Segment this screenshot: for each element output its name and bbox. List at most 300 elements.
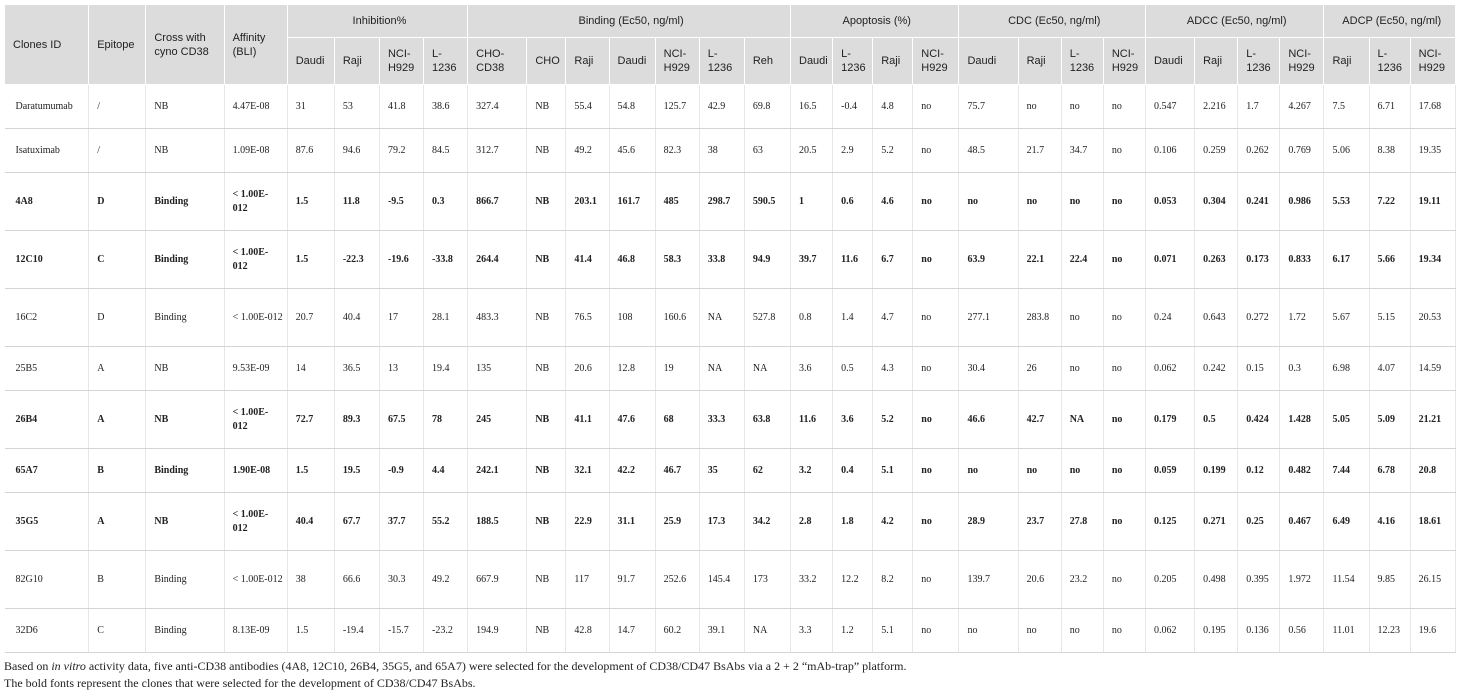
table-cell: Binding bbox=[146, 609, 224, 653]
table-cell: 19.6 bbox=[1410, 609, 1455, 653]
subcolumn-header: NCI-H929 bbox=[913, 38, 959, 85]
table-cell: 17 bbox=[379, 289, 423, 347]
table-cell: 23.2 bbox=[1061, 551, 1103, 609]
table-cell: 58.3 bbox=[655, 231, 699, 289]
table-cell: no bbox=[959, 609, 1018, 653]
table-cell: 252.6 bbox=[655, 551, 699, 609]
table-cell: no bbox=[1103, 129, 1145, 173]
table-cell: < 1.00E-012 bbox=[224, 173, 287, 231]
table-cell: 245 bbox=[468, 391, 527, 449]
table-row bbox=[5, 551, 1456, 609]
table-cell: 8.13E-09 bbox=[224, 609, 287, 653]
table-cell: 0.5 bbox=[1195, 391, 1238, 449]
table-cell: 38.6 bbox=[424, 85, 468, 129]
table-cell: 1.428 bbox=[1280, 391, 1324, 449]
table-row bbox=[5, 289, 1456, 347]
table-cell: 28.1 bbox=[424, 289, 468, 347]
table-cell: 54.8 bbox=[609, 85, 655, 129]
table-cell: 12.2 bbox=[833, 551, 873, 609]
table-cell: 4.4 bbox=[424, 449, 468, 493]
table-cell: 194.9 bbox=[468, 609, 527, 653]
table-cell: 1.90E-08 bbox=[224, 449, 287, 493]
subcolumn-header: Reh bbox=[744, 38, 790, 85]
header-row-groups bbox=[5, 5, 1456, 38]
table-cell: 41.4 bbox=[566, 231, 609, 289]
table-cell: 33.3 bbox=[699, 391, 744, 449]
table-cell: 12.23 bbox=[1369, 609, 1410, 653]
clone-id-cell: 4A8 bbox=[5, 173, 89, 231]
table-cell: 63.9 bbox=[959, 231, 1018, 289]
table-cell: 1.5 bbox=[287, 449, 334, 493]
table-cell: 40.4 bbox=[287, 493, 334, 551]
table-cell: -22.3 bbox=[334, 231, 379, 289]
table-cell: no bbox=[1061, 347, 1103, 391]
table-cell: no bbox=[913, 129, 959, 173]
subcolumn-header: NCI-H929 bbox=[1103, 38, 1145, 85]
table-cell: / bbox=[89, 129, 146, 173]
subcolumn-header: CHO bbox=[527, 38, 566, 85]
table-cell: -9.5 bbox=[379, 173, 423, 231]
table-cell: 11.6 bbox=[791, 391, 833, 449]
table-cell: no bbox=[1103, 449, 1145, 493]
table-cell: 4.8 bbox=[873, 85, 913, 129]
table-cell: 31 bbox=[287, 85, 334, 129]
table-cell: 1.972 bbox=[1280, 551, 1324, 609]
column-header-clone: Clones ID bbox=[5, 5, 89, 85]
table-cell: no bbox=[913, 391, 959, 449]
table-cell: 0.8 bbox=[791, 289, 833, 347]
table-cell: 75.7 bbox=[959, 85, 1018, 129]
table-cell: 0.6 bbox=[833, 173, 873, 231]
table-cell: 42.8 bbox=[566, 609, 609, 653]
table-cell: 34.2 bbox=[744, 493, 790, 551]
table-cell: 22.9 bbox=[566, 493, 609, 551]
table-cell: 485 bbox=[655, 173, 699, 231]
table-row bbox=[5, 347, 1456, 391]
footnote-1 bbox=[4, 658, 906, 675]
table-cell: 527.8 bbox=[744, 289, 790, 347]
table-cell: 0.5 bbox=[833, 347, 873, 391]
table-cell: NA bbox=[1061, 391, 1103, 449]
table-cell: 30.3 bbox=[379, 551, 423, 609]
table-cell: 26 bbox=[1018, 347, 1061, 391]
table-cell: 20.53 bbox=[1410, 289, 1455, 347]
table-cell: no bbox=[1018, 449, 1061, 493]
table-cell: < 1.00E-012 bbox=[224, 391, 287, 449]
table-cell: 0.56 bbox=[1280, 609, 1324, 653]
table-cell: 0.986 bbox=[1280, 173, 1324, 231]
group-header: CDC (Ec50, ng/ml) bbox=[959, 5, 1146, 38]
group-header: ADCP (Ec50, ng/ml) bbox=[1324, 5, 1456, 38]
table-body bbox=[5, 85, 1456, 653]
table-cell: 0.062 bbox=[1145, 609, 1194, 653]
clone-id-cell: 65A7 bbox=[5, 449, 89, 493]
table-cell: 2.216 bbox=[1195, 85, 1238, 129]
table-cell: 4.267 bbox=[1280, 85, 1324, 129]
table-cell: 5.66 bbox=[1369, 231, 1410, 289]
footnote-1-text-b: activity data, five anti-CD38 antibodies (4A8, 12C10, 26B4, 35G5, and 65A7) were selected for the development of CD38/CD47 BsAbs via a 2 + 2 “mAb-trap” platform. bbox=[85, 659, 907, 673]
table-cell: no bbox=[1061, 609, 1103, 653]
table-cell: B bbox=[89, 449, 146, 493]
table-cell: 87.6 bbox=[287, 129, 334, 173]
table-cell: 40.4 bbox=[334, 289, 379, 347]
table-cell: NA bbox=[699, 289, 744, 347]
table-cell: -19.6 bbox=[379, 231, 423, 289]
table-cell: Binding bbox=[146, 449, 224, 493]
table-cell: Binding bbox=[146, 173, 224, 231]
table-cell: 866.7 bbox=[468, 173, 527, 231]
table-cell: NB bbox=[527, 449, 566, 493]
table-cell: no bbox=[1103, 85, 1145, 129]
table-cell: 25.9 bbox=[655, 493, 699, 551]
table-cell: no bbox=[959, 449, 1018, 493]
table-cell: no bbox=[1061, 449, 1103, 493]
data-table-container bbox=[4, 4, 1456, 653]
table-cell: 63.8 bbox=[744, 391, 790, 449]
subcolumn-header: Daudi bbox=[959, 38, 1018, 85]
table-cell: 0.262 bbox=[1238, 129, 1280, 173]
table-cell: 13 bbox=[379, 347, 423, 391]
table-cell: NB bbox=[146, 347, 224, 391]
table-cell: 20.7 bbox=[287, 289, 334, 347]
table-cell: 60.2 bbox=[655, 609, 699, 653]
table-cell: 667.9 bbox=[468, 551, 527, 609]
table-cell: 0.547 bbox=[1145, 85, 1194, 129]
table-cell: 5.2 bbox=[873, 391, 913, 449]
subcolumn-header: L-1236 bbox=[1369, 38, 1410, 85]
table-cell: -0.4 bbox=[833, 85, 873, 129]
table-cell: 8.2 bbox=[873, 551, 913, 609]
table-cell: 49.2 bbox=[566, 129, 609, 173]
table-cell: 5.06 bbox=[1324, 129, 1369, 173]
table-cell: 0.467 bbox=[1280, 493, 1324, 551]
table-cell: 2.9 bbox=[833, 129, 873, 173]
table-cell: 0.12 bbox=[1238, 449, 1280, 493]
table-cell: 0.136 bbox=[1238, 609, 1280, 653]
table-cell: 7.22 bbox=[1369, 173, 1410, 231]
table-cell: 42.9 bbox=[699, 85, 744, 129]
table-cell: no bbox=[1018, 173, 1061, 231]
table-cell: 312.7 bbox=[468, 129, 527, 173]
table-cell: NB bbox=[527, 231, 566, 289]
table-cell: 0.272 bbox=[1238, 289, 1280, 347]
table-row bbox=[5, 391, 1456, 449]
table-row bbox=[5, 449, 1456, 493]
table-cell: 0.769 bbox=[1280, 129, 1324, 173]
table-cell: A bbox=[89, 391, 146, 449]
subcolumn-header: Raji bbox=[334, 38, 379, 85]
table-cell: 3.6 bbox=[791, 347, 833, 391]
table-cell: 19.4 bbox=[424, 347, 468, 391]
table-cell: 6.98 bbox=[1324, 347, 1369, 391]
group-header: Inhibition% bbox=[287, 5, 467, 38]
antibody-activity-table bbox=[4, 4, 1456, 653]
table-cell: 5.1 bbox=[873, 449, 913, 493]
table-cell: 11.54 bbox=[1324, 551, 1369, 609]
table-cell: 3.3 bbox=[791, 609, 833, 653]
table-cell: 5.2 bbox=[873, 129, 913, 173]
table-cell: 21.21 bbox=[1410, 391, 1455, 449]
table-cell: NA bbox=[744, 609, 790, 653]
table-cell: 27.8 bbox=[1061, 493, 1103, 551]
clone-id-cell: 25B5 bbox=[5, 347, 89, 391]
table-cell: NB bbox=[527, 391, 566, 449]
table-cell: 5.67 bbox=[1324, 289, 1369, 347]
table-cell: 84.5 bbox=[424, 129, 468, 173]
subcolumn-header: Daudi bbox=[287, 38, 334, 85]
table-cell: no bbox=[913, 609, 959, 653]
table-cell: 0.242 bbox=[1195, 347, 1238, 391]
table-cell: no bbox=[913, 551, 959, 609]
table-cell: 1.5 bbox=[287, 609, 334, 653]
table-cell: 0.498 bbox=[1195, 551, 1238, 609]
table-cell: 6.17 bbox=[1324, 231, 1369, 289]
table-cell: 19.35 bbox=[1410, 129, 1455, 173]
table-cell: 46.7 bbox=[655, 449, 699, 493]
table-cell: 78 bbox=[424, 391, 468, 449]
table-cell: 0.106 bbox=[1145, 129, 1194, 173]
table-cell: 5.05 bbox=[1324, 391, 1369, 449]
table-cell: 0.199 bbox=[1195, 449, 1238, 493]
table-cell: 4.3 bbox=[873, 347, 913, 391]
table-cell: 91.7 bbox=[609, 551, 655, 609]
subcolumn-header: NCI-H929 bbox=[379, 38, 423, 85]
table-cell: 31.1 bbox=[609, 493, 655, 551]
subcolumn-header: Raji bbox=[1195, 38, 1238, 85]
clone-id-cell: Isatuximab bbox=[5, 129, 89, 173]
table-cell: NB bbox=[527, 289, 566, 347]
table-cell: 19 bbox=[655, 347, 699, 391]
table-cell: 37.7 bbox=[379, 493, 423, 551]
table-cell: 3.6 bbox=[833, 391, 873, 449]
table-cell: -0.9 bbox=[379, 449, 423, 493]
table-cell: 0.179 bbox=[1145, 391, 1194, 449]
table-cell: NB bbox=[146, 493, 224, 551]
table-cell: 327.4 bbox=[468, 85, 527, 129]
table-cell: 20.6 bbox=[1018, 551, 1061, 609]
table-cell: < 1.00E-012 bbox=[224, 551, 287, 609]
table-cell: 7.44 bbox=[1324, 449, 1369, 493]
table-cell: 117 bbox=[566, 551, 609, 609]
table-cell: 173 bbox=[744, 551, 790, 609]
table-cell: 38 bbox=[699, 129, 744, 173]
table-cell: 5.15 bbox=[1369, 289, 1410, 347]
table-cell: no bbox=[1103, 391, 1145, 449]
table-cell: 67.7 bbox=[334, 493, 379, 551]
table-cell: 20.8 bbox=[1410, 449, 1455, 493]
table-cell: 298.7 bbox=[699, 173, 744, 231]
table-cell: NB bbox=[527, 85, 566, 129]
table-cell: 11.6 bbox=[833, 231, 873, 289]
table-cell: 22.4 bbox=[1061, 231, 1103, 289]
subcolumn-header: CHO-CD38 bbox=[468, 38, 527, 85]
table-cell: 4.07 bbox=[1369, 347, 1410, 391]
column-header-affinity: Affinity (BLI) bbox=[224, 5, 287, 85]
table-cell: D bbox=[89, 173, 146, 231]
table-cell: 0.053 bbox=[1145, 173, 1194, 231]
table-cell: 0.195 bbox=[1195, 609, 1238, 653]
table-cell: 5.53 bbox=[1324, 173, 1369, 231]
table-cell: 1.5 bbox=[287, 173, 334, 231]
table-cell: 6.78 bbox=[1369, 449, 1410, 493]
table-cell: 0.173 bbox=[1238, 231, 1280, 289]
table-cell: 66.6 bbox=[334, 551, 379, 609]
table-row bbox=[5, 493, 1456, 551]
table-cell: no bbox=[1103, 551, 1145, 609]
table-cell: 11.8 bbox=[334, 173, 379, 231]
table-cell: no bbox=[1103, 231, 1145, 289]
table-cell: 0.833 bbox=[1280, 231, 1324, 289]
subcolumn-header: Raji bbox=[566, 38, 609, 85]
table-cell: no bbox=[1061, 289, 1103, 347]
table-cell: D bbox=[89, 289, 146, 347]
table-cell: 108 bbox=[609, 289, 655, 347]
table-cell: 4.7 bbox=[873, 289, 913, 347]
table-cell: -33.8 bbox=[424, 231, 468, 289]
table-cell: 483.3 bbox=[468, 289, 527, 347]
table-cell: no bbox=[1103, 609, 1145, 653]
table-cell: 89.3 bbox=[334, 391, 379, 449]
table-cell: 7.5 bbox=[1324, 85, 1369, 129]
table-cell: no bbox=[913, 493, 959, 551]
subcolumn-header: Daudi bbox=[791, 38, 833, 85]
table-cell: 9.53E-09 bbox=[224, 347, 287, 391]
table-cell: 6.49 bbox=[1324, 493, 1369, 551]
table-cell: NB bbox=[146, 391, 224, 449]
column-header-epitope: Epitope bbox=[89, 5, 146, 85]
table-cell: Binding bbox=[146, 231, 224, 289]
table-cell: 94.6 bbox=[334, 129, 379, 173]
table-cell: 1.5 bbox=[287, 231, 334, 289]
table-cell: 14 bbox=[287, 347, 334, 391]
table-cell: 55.2 bbox=[424, 493, 468, 551]
table-header bbox=[5, 5, 1456, 85]
table-cell: 3.2 bbox=[791, 449, 833, 493]
table-cell: 33.8 bbox=[699, 231, 744, 289]
column-header-cross: Cross with cyno CD38 bbox=[146, 5, 224, 85]
table-cell: 125.7 bbox=[655, 85, 699, 129]
table-cell: Binding bbox=[146, 551, 224, 609]
table-cell: 26.15 bbox=[1410, 551, 1455, 609]
table-cell: A bbox=[89, 347, 146, 391]
table-cell: 1 bbox=[791, 173, 833, 231]
table-cell: 34.7 bbox=[1061, 129, 1103, 173]
clone-id-cell: 26B4 bbox=[5, 391, 89, 449]
table-cell: no bbox=[913, 289, 959, 347]
table-cell: 14.59 bbox=[1410, 347, 1455, 391]
table-cell: 14.7 bbox=[609, 609, 655, 653]
group-header: Apoptosis (%) bbox=[791, 5, 959, 38]
table-row bbox=[5, 609, 1456, 653]
table-cell: 17.3 bbox=[699, 493, 744, 551]
table-cell: B bbox=[89, 551, 146, 609]
table-cell: 4.2 bbox=[873, 493, 913, 551]
table-cell: < 1.00E-012 bbox=[224, 493, 287, 551]
table-cell: 49.2 bbox=[424, 551, 468, 609]
table-cell: 139.7 bbox=[959, 551, 1018, 609]
table-cell: 1.7 bbox=[1238, 85, 1280, 129]
table-cell: 46.8 bbox=[609, 231, 655, 289]
table-cell: no bbox=[913, 449, 959, 493]
table-cell: 18.61 bbox=[1410, 493, 1455, 551]
subcolumn-header: L-1236 bbox=[1061, 38, 1103, 85]
table-cell: 0.304 bbox=[1195, 173, 1238, 231]
table-cell: no bbox=[913, 85, 959, 129]
table-footnotes bbox=[4, 658, 906, 692]
table-cell: 2.8 bbox=[791, 493, 833, 551]
table-cell: 0.062 bbox=[1145, 347, 1194, 391]
table-cell: 1.2 bbox=[833, 609, 873, 653]
table-cell: 242.1 bbox=[468, 449, 527, 493]
table-cell: 11.01 bbox=[1324, 609, 1369, 653]
subcolumn-header: NCI-H929 bbox=[655, 38, 699, 85]
table-cell: no bbox=[1061, 85, 1103, 129]
table-cell: no bbox=[1103, 493, 1145, 551]
table-cell: 39.1 bbox=[699, 609, 744, 653]
table-cell: NA bbox=[699, 347, 744, 391]
table-cell: no bbox=[1103, 347, 1145, 391]
table-cell: 1.8 bbox=[833, 493, 873, 551]
subcolumn-header: L-1236 bbox=[1238, 38, 1280, 85]
table-cell: 4.47E-08 bbox=[224, 85, 287, 129]
table-cell: no bbox=[1103, 289, 1145, 347]
table-cell: 4.16 bbox=[1369, 493, 1410, 551]
table-cell: 48.5 bbox=[959, 129, 1018, 173]
table-row bbox=[5, 129, 1456, 173]
table-cell: 20.6 bbox=[566, 347, 609, 391]
table-cell: 0.263 bbox=[1195, 231, 1238, 289]
clone-id-cell: 12C10 bbox=[5, 231, 89, 289]
table-cell: 6.7 bbox=[873, 231, 913, 289]
table-cell: 203.1 bbox=[566, 173, 609, 231]
table-cell: 82.3 bbox=[655, 129, 699, 173]
table-cell: 283.8 bbox=[1018, 289, 1061, 347]
table-cell: 4.6 bbox=[873, 173, 913, 231]
table-cell: 160.6 bbox=[655, 289, 699, 347]
table-cell: NB bbox=[527, 609, 566, 653]
table-cell: 28.9 bbox=[959, 493, 1018, 551]
table-cell: 188.5 bbox=[468, 493, 527, 551]
table-cell: 0.125 bbox=[1145, 493, 1194, 551]
clone-id-cell: Daratumumab bbox=[5, 85, 89, 129]
table-cell: no bbox=[913, 173, 959, 231]
table-cell: 67.5 bbox=[379, 391, 423, 449]
footnote-2: The bold fonts represent the clones that were selected for the development of CD38/CD47 BsAbs. bbox=[4, 676, 476, 690]
table-cell: 0.3 bbox=[424, 173, 468, 231]
table-cell: 264.4 bbox=[468, 231, 527, 289]
table-cell: 590.5 bbox=[744, 173, 790, 231]
table-cell: 0.25 bbox=[1238, 493, 1280, 551]
group-header: Binding (Ec50, ng/ml) bbox=[468, 5, 791, 38]
table-cell: 0.395 bbox=[1238, 551, 1280, 609]
table-cell: 68 bbox=[655, 391, 699, 449]
table-cell: < 1.00E-012 bbox=[224, 289, 287, 347]
table-cell: no bbox=[1061, 173, 1103, 231]
subcolumn-header: Daudi bbox=[609, 38, 655, 85]
table-cell: 79.2 bbox=[379, 129, 423, 173]
table-cell: 9.85 bbox=[1369, 551, 1410, 609]
table-cell: 5.1 bbox=[873, 609, 913, 653]
table-cell: no bbox=[1018, 85, 1061, 129]
subcolumn-header: L-1236 bbox=[699, 38, 744, 85]
table-cell: C bbox=[89, 609, 146, 653]
table-cell: no bbox=[913, 347, 959, 391]
table-cell: 0.241 bbox=[1238, 173, 1280, 231]
table-cell: A bbox=[89, 493, 146, 551]
table-cell: 72.7 bbox=[287, 391, 334, 449]
table-cell: 0.482 bbox=[1280, 449, 1324, 493]
table-cell: 1.09E-08 bbox=[224, 129, 287, 173]
